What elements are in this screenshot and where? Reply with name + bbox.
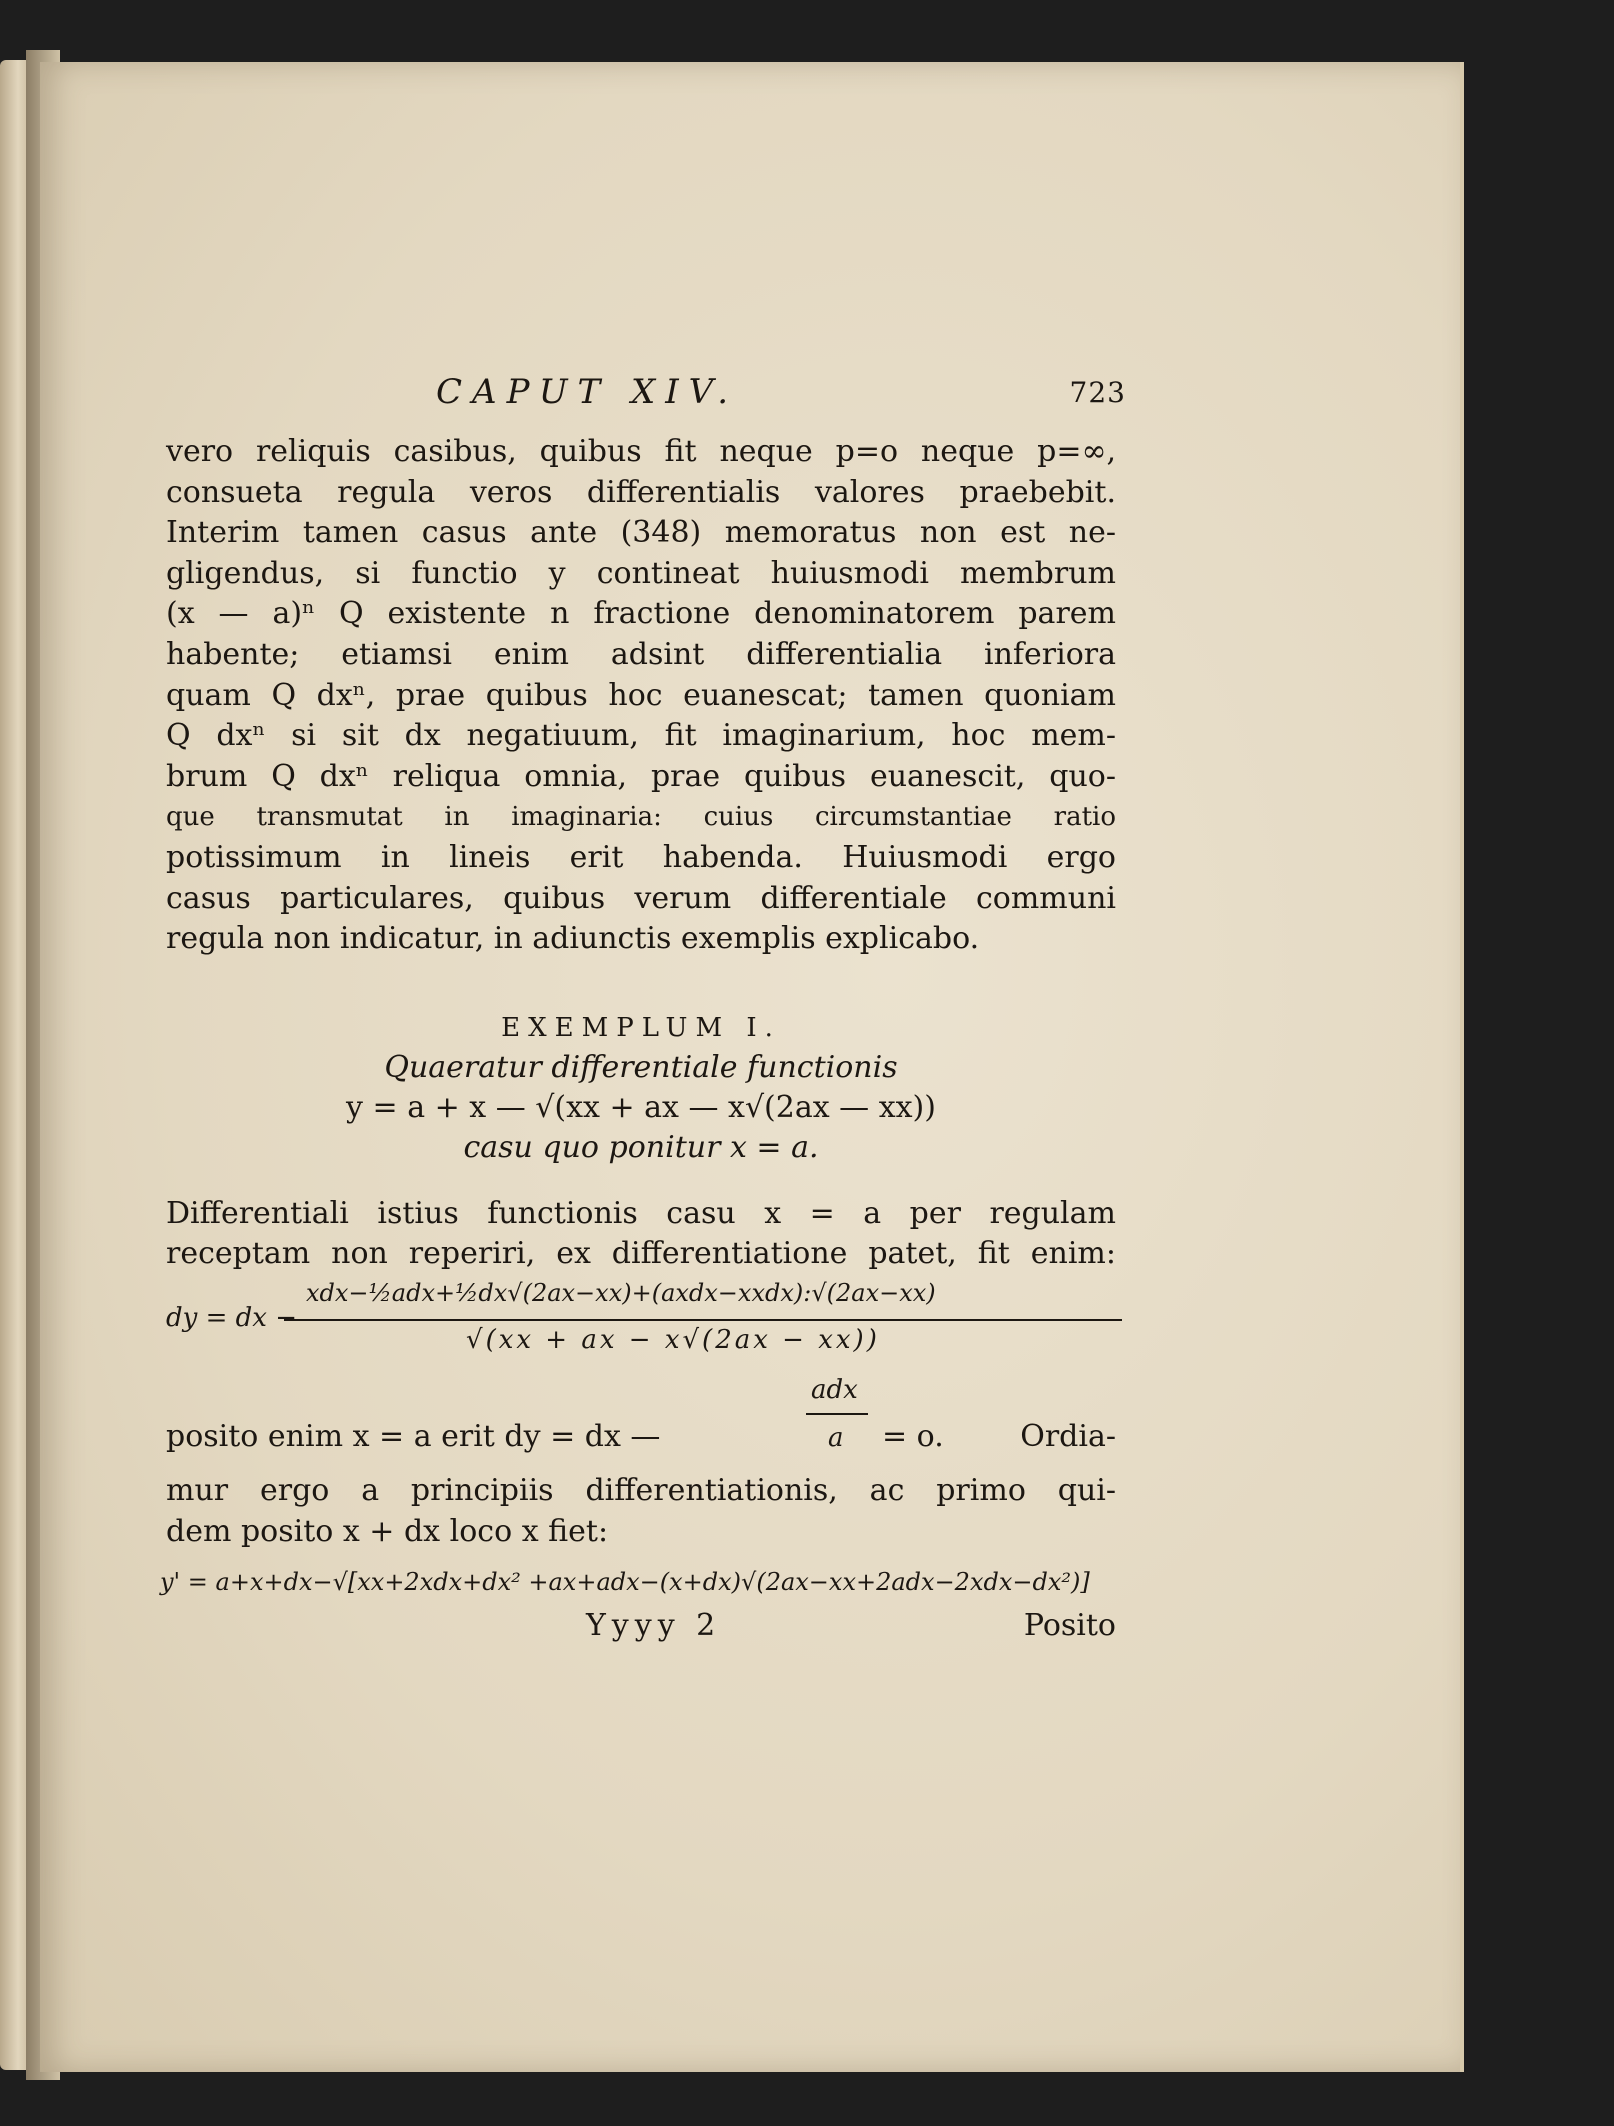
text-line: vero reliquis casibus, quibus fit neque p=o neque p=∞,: [166, 434, 1116, 469]
paragraph-main: [166, 432, 1116, 960]
text-line: (x — a)ⁿ Q existente n fractione denominatorem parem: [166, 596, 1116, 632]
posito-tail: Ordia-: [1020, 1418, 1116, 1454]
example-formula: y = a + x — √(xx + ax — x√(2ax — xx)): [346, 1089, 936, 1125]
text-line: potissimum in lineis erit habenda. Huiusmodi ergo: [166, 839, 1116, 875]
text-line: brum Q dxⁿ reliqua omnia, prae quibus euanescit, quo-: [166, 758, 1116, 794]
text-line: dem posito x + dx loco x fiet:: [166, 1513, 609, 1549]
text-line: regula non indicatur, in adiunctis exemplis explicabo.: [166, 921, 980, 957]
inline-fraction-bar: [806, 1413, 868, 1415]
example-condition: casu quo ponitur x = a.: [463, 1129, 819, 1165]
posito-line: [166, 1375, 1116, 1471]
posito-text: posito enim x = a erit dy = dx —: [166, 1418, 661, 1454]
text-line: habente; etiamsi enim adsint differentialia inferiora: [166, 636, 1116, 672]
text-line: mur ergo a principiis differentiationis, ac primo qui-: [166, 1472, 1116, 1508]
long-equation: y' = a+x+dx−√[xx+2xdx+dx² +ax+adx−(x+dx)√(2ax−xx+2adx−2xdx−dx²)]: [160, 1568, 1090, 1597]
page-footer: [166, 1608, 1116, 1658]
text-line: quam Q dxⁿ, prae quibus hoc euanescat; tamen quoniam: [166, 677, 1116, 713]
posito-result: = o.: [882, 1418, 944, 1454]
text-line: Q dxⁿ si sit dx negatiuum, fit imaginarium, hoc mem-: [166, 718, 1116, 754]
fraction-bar: [284, 1319, 1122, 1321]
inline-fraction-numerator: adx: [811, 1374, 858, 1405]
text-line: Interim tamen casus ante (348) memoratus non est ne-: [166, 515, 1116, 551]
example-heading: EXEMPLUM I.: [501, 1012, 781, 1043]
signature-mark: Yyyy 2: [586, 1608, 722, 1644]
inline-fraction-denominator: a: [828, 1422, 844, 1453]
paragraph-principles: [166, 1471, 1116, 1552]
fraction-numerator: xdx−½adx+½dx√(2ax−xx)+(axdx−xxdx):√(2ax−xx): [306, 1278, 936, 1307]
text-line: consueta regula veros differentialis valores praebebit.: [166, 474, 1116, 510]
fraction-lhs: dy = dx −: [166, 1302, 298, 1333]
text-line: gligendus, si functio y contineat huiusmodi membrum: [166, 555, 1116, 591]
text-line: que transmutat in imaginaria: cuius circumstantiae ratio: [166, 802, 1116, 833]
page-content: [160, 362, 1126, 1658]
fraction-denominator: √(xx + ax − x√(2ax − xx)): [466, 1324, 880, 1355]
book-page: [40, 62, 1464, 2072]
text-line: receptam non reperiri, ex differentiatione patet, fit enim:: [166, 1236, 1116, 1272]
running-title: CAPUT XIV.: [436, 372, 739, 412]
example-statement: Quaeratur differentiale functionis: [384, 1049, 898, 1085]
catchword: Posito: [1023, 1608, 1116, 1644]
page-number: 723: [1069, 376, 1126, 409]
text-line: casus particulares, quibus verum differentiale communi: [166, 880, 1116, 916]
page-header: [166, 362, 1126, 432]
text-line: Differentiali istius functionis casu x = a per regulam: [166, 1195, 1116, 1231]
differential-fraction: [166, 1279, 1116, 1375]
paragraph-differential: [166, 1194, 1116, 1275]
